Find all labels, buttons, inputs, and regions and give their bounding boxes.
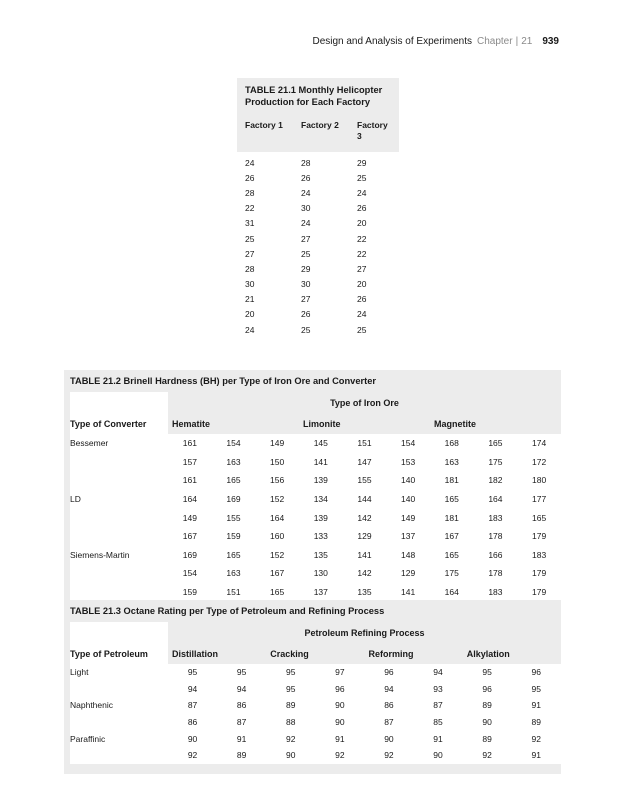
table-cell: 164 [444, 587, 459, 598]
table-cell: 166 [488, 549, 503, 560]
table-cell: 96 [384, 667, 394, 678]
table-cell: 90 [433, 750, 443, 761]
table-cell: 92 [335, 750, 345, 761]
table-cell: 92 [531, 733, 541, 744]
table-cell: 29 [357, 157, 367, 168]
table-cell: 24 [357, 309, 367, 320]
table-row [245, 307, 399, 322]
table-cell: 159 [182, 587, 197, 598]
table-cell: 95 [531, 683, 541, 694]
table-cell: 149 [182, 512, 197, 523]
table-row [245, 246, 399, 261]
table-cell: 89 [236, 750, 247, 761]
table-cell: 133 [313, 531, 328, 542]
table-row [70, 681, 561, 698]
table-cell: 96 [531, 667, 541, 678]
table-cell: 90 [384, 733, 394, 744]
table-cell: 25 [301, 248, 311, 259]
table-cell: 169 [182, 549, 197, 560]
book-title: Design and Analysis of Experiments [312, 36, 472, 47]
chapter-label: Chapter [477, 36, 513, 47]
table-cell: 151 [226, 587, 241, 598]
span-header-row [70, 622, 561, 644]
table-cell: 149 [401, 512, 416, 523]
table-cell: 26 [301, 309, 311, 320]
table-cell: 135 [357, 587, 372, 598]
table-cell: 156 [270, 475, 285, 486]
table-row [70, 546, 561, 565]
table-cell: 139 [313, 475, 328, 486]
table-cell: 89 [482, 700, 492, 711]
table-cell: 137 [401, 531, 416, 542]
table-row [245, 185, 399, 200]
table-cell: 92 [482, 750, 492, 761]
table-cell: 178 [488, 531, 503, 542]
table-cell: 144 [357, 494, 372, 505]
table-row [70, 714, 561, 731]
table-cell: 95 [236, 667, 247, 678]
table-row [70, 583, 561, 602]
table-cell: 30 [301, 203, 311, 214]
table-cell: 154 [226, 438, 241, 449]
table-cell: 27 [357, 263, 367, 274]
table-frame [70, 392, 561, 601]
group-header: Cracking [266, 644, 364, 664]
table-cell: 165 [226, 549, 241, 560]
table-cell: 180 [531, 475, 547, 486]
table-cell: 129 [401, 568, 416, 579]
table-cell: 177 [531, 494, 547, 505]
table-cell: 147 [357, 456, 372, 467]
table-cell: 90 [335, 717, 345, 728]
table-body [70, 434, 561, 601]
table-cell: 141 [401, 587, 416, 598]
table-cell: 95 [286, 667, 296, 678]
table-cell: 178 [488, 568, 503, 579]
table-cell: 164 [270, 512, 285, 523]
table-cell: 150 [270, 456, 285, 467]
table-cell: 183 [531, 549, 547, 560]
table-row [70, 527, 561, 546]
table-cell: 175 [444, 568, 459, 579]
table-cell: 22 [245, 203, 255, 214]
table-cell: 31 [245, 218, 255, 229]
table-cell: 87 [236, 717, 247, 728]
table-row [70, 453, 561, 472]
table-cell: 91 [433, 733, 443, 744]
table-cell: 179 [531, 568, 547, 579]
table-cell: 141 [313, 456, 328, 467]
table-cell: 165 [270, 587, 285, 598]
table-cell: 25 [245, 233, 255, 244]
table-cell: 89 [482, 733, 492, 744]
type-header: Type of Petroleum [70, 649, 148, 659]
table-cell: 154 [182, 568, 197, 579]
span-header: Type of Iron Ore [168, 392, 561, 414]
table-footer-band [64, 764, 561, 774]
group-header-row [70, 644, 561, 664]
table-cell: 163 [226, 568, 241, 579]
table-cell: 97 [335, 667, 345, 678]
group-header-row [70, 414, 561, 434]
table-cell: 165 [226, 475, 241, 486]
table-cell: 26 [357, 203, 367, 214]
table-cell: 93 [433, 683, 443, 694]
running-head [312, 36, 559, 47]
table-cell: 86 [384, 700, 394, 711]
group-header: Magnetite [430, 414, 561, 434]
table-cell: 85 [433, 717, 443, 728]
table-cell: 152 [270, 549, 285, 560]
table-row [245, 155, 399, 170]
table-cell: 165 [531, 512, 547, 523]
table-cell: 26 [245, 172, 255, 183]
table-cell: 86 [236, 700, 247, 711]
table-cell: 167 [444, 531, 459, 542]
table-row [70, 747, 561, 764]
table-cell: 181 [444, 475, 459, 486]
table-cell: 95 [482, 667, 492, 678]
table-cell: 92 [286, 733, 296, 744]
table-cell: 142 [357, 568, 372, 579]
table-cell: 90 [335, 700, 345, 711]
table-cell: 183 [488, 512, 503, 523]
table-cell: 28 [245, 263, 255, 274]
table-cell: 169 [226, 494, 241, 505]
group-header: Limonite [299, 414, 430, 434]
table-cell: 140 [401, 475, 416, 486]
table-cell: 161 [182, 475, 197, 486]
table-header-row [237, 116, 399, 146]
group-header: Alkylation [463, 644, 561, 664]
group-header: Hematite [168, 414, 299, 434]
table-cell: 94 [433, 667, 443, 678]
table-cell: 95 [286, 683, 296, 694]
table-cell: 168 [444, 438, 459, 449]
table-cell: 24 [301, 187, 311, 198]
table-cell: 89 [531, 717, 541, 728]
table-cell: 163 [444, 456, 459, 467]
table-caption: TABLE 21.3 Octane Rating per Type of Petroleum and Refining Process [70, 606, 385, 616]
table-cell: 20 [357, 279, 367, 290]
table-cell: 96 [482, 683, 492, 694]
table-cell: 29 [301, 263, 311, 274]
table-footer-band [237, 348, 399, 356]
table-cell: 149 [270, 438, 285, 449]
table-row [245, 231, 399, 246]
table-caption: TABLE 21.1 Monthly Helicopter Production for Each Factory [245, 85, 383, 107]
table-cell: 94 [384, 683, 394, 694]
group-header: Reforming [365, 644, 463, 664]
table-row [245, 292, 399, 307]
table-cell: 88 [286, 717, 296, 728]
table-cell: 96 [335, 683, 345, 694]
column-header: Factory 1 [245, 120, 283, 130]
table-cell: 86 [187, 717, 198, 728]
table-row [245, 322, 399, 337]
table-cell: 21 [245, 294, 255, 305]
table-cell: 165 [444, 494, 459, 505]
group-header: Distillation [168, 644, 266, 664]
row-label: Siemens-Martin [70, 549, 130, 560]
table-cell: 91 [531, 700, 541, 711]
table-cell: 182 [488, 475, 503, 486]
row-label: Bessemer [70, 438, 109, 449]
table-cell: 91 [236, 733, 247, 744]
table-row [70, 490, 561, 509]
table-cell: 24 [357, 187, 367, 198]
table-cell: 157 [182, 456, 197, 467]
table-21-3 [64, 600, 561, 774]
table-row [245, 277, 399, 292]
table-cell: 139 [313, 512, 328, 523]
table-cell: 27 [245, 248, 255, 259]
table-cell: 90 [286, 750, 296, 761]
table-caption: TABLE 21.2 Brinell Hardness (BH) per Type of Iron Ore and Converter [70, 376, 376, 386]
table-cell: 22 [357, 248, 367, 259]
table-cell: 95 [187, 667, 198, 678]
table-cell: 167 [182, 531, 197, 542]
table-cell: 174 [531, 438, 547, 449]
table-cell: 160 [270, 531, 285, 542]
table-cell: 20 [245, 309, 255, 320]
table-cell: 25 [357, 172, 367, 183]
table-cell: 183 [488, 587, 503, 598]
table-cell: 135 [313, 549, 328, 560]
table-cell: 159 [226, 531, 241, 542]
table-cell: 90 [482, 717, 492, 728]
table-cell: 142 [357, 512, 372, 523]
table-cell: 27 [301, 294, 311, 305]
table-cell: 94 [187, 683, 198, 694]
table-cell: 153 [401, 456, 416, 467]
row-label: Paraffinic [70, 733, 106, 744]
table-cell: 161 [182, 438, 197, 449]
table-cell: 145 [313, 438, 328, 449]
table-cell: 155 [226, 512, 241, 523]
table-cell: 92 [384, 750, 394, 761]
table-cell: 179 [531, 587, 547, 598]
table-row [70, 697, 561, 714]
table-cell: 27 [301, 233, 311, 244]
table-cell: 26 [301, 172, 311, 183]
table-cell: 148 [401, 549, 416, 560]
table-cell: 167 [270, 568, 285, 579]
table-row [70, 434, 561, 453]
table-cell: 87 [384, 717, 394, 728]
table-frame [70, 622, 561, 764]
table-cell: 154 [401, 438, 416, 449]
table-cell: 130 [313, 568, 328, 579]
table-row [245, 216, 399, 231]
table-21-1 [237, 78, 399, 346]
table-cell: 94 [236, 683, 247, 694]
table-cell: 20 [357, 218, 367, 229]
table-cell: 25 [301, 324, 311, 335]
table-cell: 24 [301, 218, 311, 229]
page-number: 939 [542, 36, 559, 47]
table-cell: 152 [270, 494, 285, 505]
table-cell: 87 [187, 700, 198, 711]
table-row [245, 170, 399, 185]
table-cell: 91 [531, 750, 541, 761]
column-header: Factory 3 [357, 120, 388, 141]
table-cell: 155 [357, 475, 372, 486]
table-cell: 24 [245, 324, 255, 335]
table-row [70, 730, 561, 747]
table-cell: 134 [313, 494, 328, 505]
table-cell: 129 [357, 531, 372, 542]
table-cell: 26 [357, 294, 367, 305]
table-cell: 28 [245, 187, 255, 198]
table-cell: 30 [245, 279, 255, 290]
table-cell: 92 [187, 750, 198, 761]
table-cell: 87 [433, 700, 443, 711]
row-label: Light [70, 667, 89, 678]
table-cell: 164 [182, 494, 197, 505]
table-cell: 90 [187, 733, 198, 744]
table-cell: 24 [245, 157, 255, 168]
table-cell: 179 [531, 531, 547, 542]
type-header: Type of Converter [70, 419, 147, 429]
table-row [70, 664, 561, 681]
table-body [237, 152, 399, 348]
span-header-row [70, 392, 561, 414]
table-cell: 30 [301, 279, 311, 290]
table-cell: 151 [357, 438, 372, 449]
table-21-2 [64, 370, 561, 611]
table-cell: 165 [488, 438, 503, 449]
table-cell: 163 [226, 456, 241, 467]
table-cell: 25 [357, 324, 367, 335]
column-header: Factory 2 [301, 120, 339, 130]
table-cell: 164 [488, 494, 503, 505]
table-cell: 181 [444, 512, 459, 523]
row-label: Naphthenic [70, 700, 114, 711]
table-row [245, 261, 399, 276]
row-label: LD [70, 494, 81, 505]
table-row [70, 471, 561, 490]
table-cell: 22 [357, 233, 367, 244]
table-cell: 91 [335, 733, 345, 744]
table-body [70, 664, 561, 764]
separator: | [515, 36, 519, 47]
table-cell: 137 [313, 587, 328, 598]
table-cell: 28 [301, 157, 311, 168]
table-cell: 172 [531, 456, 547, 467]
table-cell: 141 [357, 549, 372, 560]
table-row [70, 564, 561, 583]
table-cell: 89 [286, 700, 296, 711]
span-header: Petroleum Refining Process [168, 622, 561, 644]
table-row [70, 508, 561, 527]
chapter-number: 21 [521, 36, 533, 47]
table-row [245, 201, 399, 216]
table-cell: 140 [401, 494, 416, 505]
table-cell: 175 [488, 456, 503, 467]
table-cell: 165 [444, 549, 459, 560]
